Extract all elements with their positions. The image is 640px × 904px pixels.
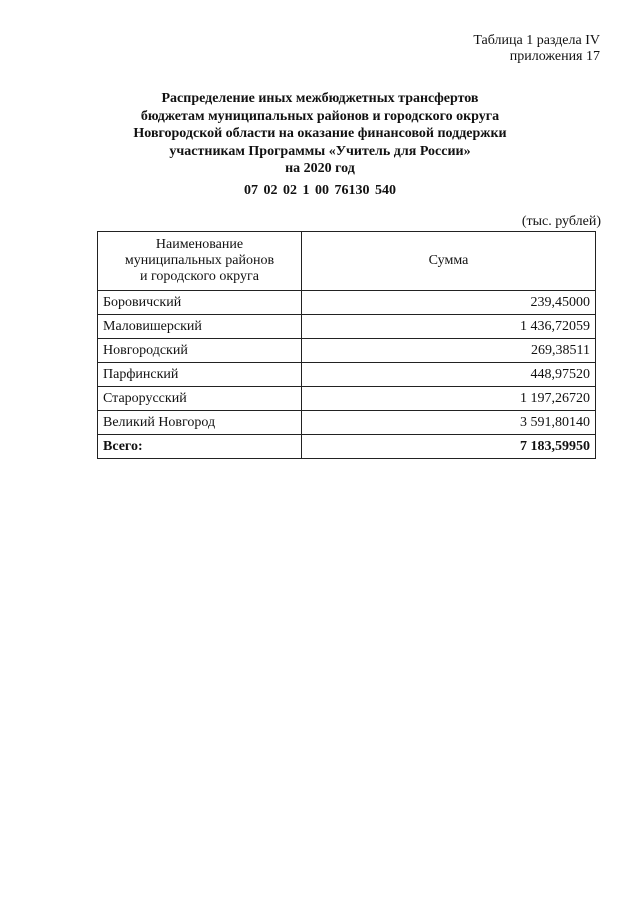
- title-line: участникам Программы «Учитель для России»: [169, 143, 471, 159]
- amount: 3 591,80140: [302, 411, 596, 435]
- budget-classification-code: 07 02 02 1 00 76130 540: [244, 183, 396, 198]
- title-line: Распределение иных межбюджетных трансфертов: [161, 91, 479, 106]
- units-label: (тыс. рублей): [521, 214, 601, 229]
- table-row: [98, 339, 596, 363]
- column-header-sum: Сумма: [302, 232, 596, 291]
- table-header-row: [98, 232, 596, 291]
- column-header-name-line: муниципальных районов: [124, 253, 275, 268]
- district-name: Новгородский: [98, 339, 302, 363]
- table-row: [98, 411, 596, 435]
- title-line: бюджетам муниципальных районов и городского округа: [140, 108, 500, 124]
- title-line: Новгородской области на оказание финансовой поддержки: [133, 126, 507, 141]
- district-name: Старорусский: [98, 387, 302, 411]
- amount: 269,38511: [302, 339, 596, 363]
- district-name: Парфинский: [98, 363, 302, 387]
- table-row: [98, 387, 596, 411]
- total-row: [98, 435, 596, 459]
- district-name: Маловишерский: [98, 315, 302, 339]
- table-reference-line-2: приложения 17: [509, 49, 600, 64]
- amount: 239,45000: [302, 291, 596, 315]
- table-row: [98, 315, 596, 339]
- total-label: Всего:: [98, 435, 302, 459]
- distribution-table: [97, 231, 596, 459]
- document-title: [0, 90, 640, 178]
- column-header-name-line: Наименование: [155, 237, 244, 252]
- amount: 1 436,72059: [302, 315, 596, 339]
- title-line: на 2020 год: [285, 161, 355, 176]
- table-row: [98, 291, 596, 315]
- table-reference-line-1: Таблица 1 раздела IV: [473, 33, 600, 48]
- table-row: [98, 363, 596, 387]
- amount: 1 197,26720: [302, 387, 596, 411]
- column-header-name-line: и городского округа: [140, 269, 259, 284]
- district-name: Боровичский: [98, 291, 302, 315]
- amount: 448,97520: [302, 363, 596, 387]
- total-amount: 7 183,59950: [302, 435, 596, 459]
- table-reference: [473, 33, 600, 65]
- column-header-name: [98, 232, 302, 291]
- district-name: Великий Новгород: [98, 411, 302, 435]
